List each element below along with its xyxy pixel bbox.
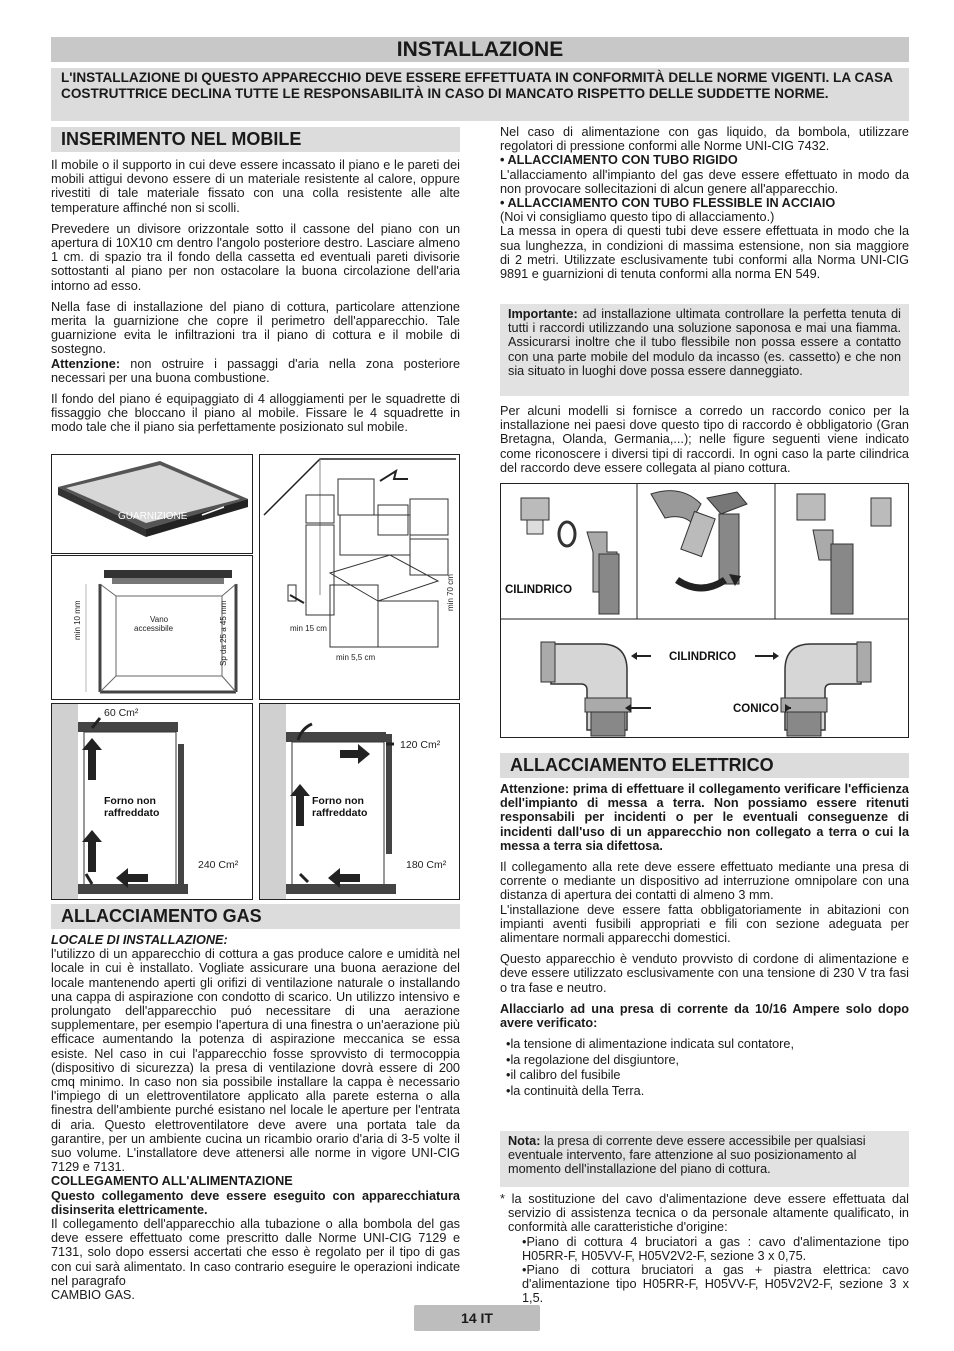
- raccordo-text: [500, 404, 909, 475]
- collegamento-end: CAMBIO GAS.: [51, 1288, 135, 1303]
- locale-text: l'utilizzo di un apparecchio di cottura a gas produce calore e umidità nel locale in cui è installato. Vogliate assicurare una buona aerazione del locale mantenendo aperti gli orifizi di ventilazione naturale o installando una cappa di aspirazione con condotto di scarico. Un utilizzo intensivo e prolungato dell'apparecchio puó necessitare di una aerazione supplementare, per esempio l'apertura di una finestra o un'aerazione più efficace aumentando la potenza di aspirazione meccanica se essa esiste. Nel caso in cui l'apparecchio fosse sprovvisto di termocoppia (dispositivo di sicurezza) la presa di ventilazione dovrà essere di 200 cmq minimo. In caso non sia possibile installare la cappa è necessario l'impiego di un elettroventilatore applicato alla parete esterna o alla finestra dell'ambiente purché esistano nel locale le aperture per l'entrata di aria. Questo elettroventilatore deve avere una portata tale da garantire, per un ambiente cucina un ricambio orario d'aria di 3-5 volte il suo volume. L'installatore deve attenersi alle norme in vigore UNI-CIG 7129 e 7131.: [51, 947, 460, 1175]
- paragraph: Il fondo del piano é equipaggiato di 4 alloggiamenti per le squadrette di fissaggio che bloccano il piano al mobile. Fissare le 4 squadrette in modo tale che il piano sia perfettamente posizionato sul mobile.: [51, 392, 460, 435]
- paragraph: Nella fase di installazione del piano di cottura, particolare attenzione merita la guarnizione che copre il perimetro dell'apparecchio. Tale guarnizione evita le infiltrazioni tra il piano di cottura e il mobile di sostegno.: [51, 299, 460, 357]
- rigido-text: L'allacciamento all'impianto del gas deve essere effettuato in modo da non provocare sollecitazioni di alcun genere all'apparecchio.: [500, 167, 909, 196]
- raffreddato-label-1: raffreddato: [104, 807, 160, 819]
- paragraph: Per alcuni modelli si fornisce a corredo un raccordo conico per la installazione nei paesi dove questo tipo di raccordo è obbligatorio (Gran Bretagna, Olanda, Germania,...); nelle figure seguenti viene indicato come riconoscere i diversi tipi di raccordi. In ogni caso la parte cilindrica del raccordo deve essere collegata al piano cottura.: [500, 404, 909, 475]
- flex-note: (Noi vi consigliamo questo tipo di allacciamento.): [500, 210, 775, 225]
- accessibile-label: accessibile: [134, 624, 174, 633]
- list-item: • la continuità della Terra.: [506, 1084, 909, 1100]
- attention-paragraph: Attenzione: prima di effettuare il collegamento verificare l'efficienza dell'impianto di messa a terra. Non possiamo essere ritenuti responsabili per incidenti o per le eventuali conseguenze di incidenti dall'uso di un apparecchio non collegato a terra o cui la messa a terra sia difettosa.: [500, 782, 909, 853]
- cm120-label: 120 Cm²: [400, 739, 441, 751]
- paragraph: [51, 357, 460, 385]
- list-item: • il calibro del fusibile: [506, 1068, 909, 1084]
- forno-label-1: Forno non: [104, 795, 156, 807]
- elettrico-text: [500, 782, 909, 1099]
- paragraph: Prevedere un divisore orizzontale sotto il cassone del piano con un apertura di 10X10 cm dentro l'angolo posteriore destro. Lasciare almeno 1 cm. di spazio tra il fondo della cassetta ed eventuali pareti divisorie sottostanti al piano per non ostacolare la buona circolazione dell'aria intorno ad esso.: [51, 221, 460, 293]
- cable-list: [522, 1235, 909, 1306]
- paragraph: Il collegamento alla rete deve essere effettuato mediante una presa di corrente o mediante un dispositivo ad interruzione omnipolare con una distanza di apertura dei contatti di almeno 3 mm.: [500, 860, 909, 903]
- locale-label: LOCALE DI INSTALLAZIONE:: [51, 933, 228, 947]
- cm240-label: 240 Cm²: [198, 859, 239, 871]
- raffreddato-label-2: raffreddato: [312, 807, 368, 819]
- figure-kitchen: [259, 454, 460, 700]
- flex-text: La messa in opera di questi tubi deve essere effettuata in modo che la sua lunghezza, in condizioni di massima estensione, non sia maggiore di 2 metri. Utilizzate esclusivamente tubi conformi alla Norma UNI-CIG 9891 e guarnizioni di tenuta conformi alla norma EN 549.: [500, 224, 909, 282]
- nota-text: la presa di corrente deve essere accessibile per qualsiasi eventuale intervento, fare attenzione al suo posizionamento al momento dell'installazione del piano di cottura.: [508, 1134, 866, 1177]
- list-item: • la tensione di alimentazione indicata sul contatore,: [506, 1037, 909, 1053]
- nota-box: [500, 1131, 909, 1187]
- paragraph: Il mobile o il supporto in cui deve essere incassato il piano e le pareti dei mobili attigui devono essere di un materiale resistente al calore, oppure rivestiti di tale materiale fissato con una colla resistente alle alte temperature affinché non si scolli.: [51, 158, 460, 215]
- cable-note: [500, 1192, 909, 1306]
- gas-text: [51, 933, 460, 1302]
- collegamento-label: COLLEGAMENTO ALL'ALIMENTAZIONE: [51, 1174, 293, 1189]
- paragraph: Allacciarlo ad una presa di corrente da 10/16 Ampere solo dopo avere verificato:: [500, 1001, 909, 1031]
- conico-label: CONICO: [733, 703, 779, 715]
- vano-label: Vano: [150, 615, 169, 624]
- min15-label: min 15 cm: [290, 624, 327, 633]
- paragraph: Questo apparecchio è venduto provvisto di cordone di alimentazione e deve essere utilizzato esclusivamente con una tensione di 230 V tra fasi o tra fase e neutro.: [500, 952, 909, 995]
- check-list: [506, 1037, 909, 1099]
- flex-label: • ALLACCIAMENTO CON TUBO FLESSIBLE IN ACCIAIO: [500, 196, 836, 211]
- figure-cabinet-section: [51, 555, 253, 700]
- list-item: • Piano di cottura bruciatori a gas + piastra elettrica: cavo d'alimentazione tipo H05RR-F, H05VV-F, H05V2V2-F, sezione 3 x 1,5.: [522, 1263, 909, 1306]
- attention-text: non ostruire i passaggi d'aria nella zona posteriore necessari per una buona combustione.: [51, 356, 460, 385]
- importante-text: ad installazione ultimata controllare la perfetta tenuta di tutti i raccordi utilizzando una soluzione saponosa e mai una fiamma. Assicurarsi inoltre che il tubo flessibile non possa essere a contatto con una parte mobile del modulo da incasso (es. cassetto) e che non sia situato in luoghi dove possa essere danneggiato.: [508, 307, 901, 378]
- section-heading-elettrico: ALLACCIAMENTO ELETTRICO: [500, 753, 909, 778]
- min55-label: min 5,5 cm: [336, 653, 376, 662]
- figure-ventilation-2: [259, 703, 460, 900]
- paragraph: Nel caso di alimentazione con gas liquido, da bombola, utilizzare regolatori di pressione conformi alle Norme UNI-CIG 7432.: [500, 125, 909, 154]
- rigido-label: • ALLACCIAMENTO CON TUBO RIGIDO: [500, 153, 738, 168]
- list-item: • Piano di cottura 4 bruciatori a gas : cavo d'alimentazione tipo H05RR-F, H05VV-F, H05V2V2-F, sezione 3 x 0,75.: [522, 1235, 909, 1263]
- section-heading-gas: ALLACCIAMENTO GAS: [51, 904, 460, 929]
- min10-label: min 10 mm: [73, 600, 82, 640]
- page-number: 14 IT: [414, 1305, 540, 1331]
- attention-label: Attenzione:: [51, 356, 121, 371]
- star-paragraph: * la sostituzione del cavo d'alimentazione deve essere effettuata dal servizio di assistenza tecnica o da personale altamente qualificato, in conformità alle caratteristiche d'origine:: [500, 1192, 909, 1235]
- figure-fittings: [500, 483, 909, 738]
- section-heading-mobile: INSERIMENTO NEL MOBILE: [51, 127, 460, 152]
- collegamento-text: Il collegamento dell'apparecchio alla tubazione o alla bombola del gas deve essere effettuato come prescritto dalle Norme UNI-CIG 7129 e 7131, solo dopo essersi accertati che esso è regolato per il tipo di gas con cui sarà alimentato. In caso contrario eseguire le operazioni indicate nel paragrafo: [51, 1217, 460, 1288]
- cm60-label: 60 Cm²: [104, 707, 139, 719]
- mobile-text: [51, 158, 460, 442]
- importante-label: Importante:: [508, 307, 578, 321]
- cm180-label: 180 Cm²: [406, 859, 447, 871]
- warning-box: L'INSTALLAZIONE DI QUESTO APPARECCHIO DEVE ESSERE EFFETTUATA IN CONFORMITÀ DELLE NORME VIGENTI. LA CASA COSTRUTTRICE DECLINA TUTTE LE RESPONSABILITÀ IN CASO DI MANCATO RISPETTO DELLE SUDDETTE NORME.: [51, 68, 909, 121]
- collegamento-bold: Questo collegamento deve essere eseguito con apparecchiatura disinserita elettricamente.: [51, 1188, 460, 1217]
- cilindrico-label-2: CILINDRICO: [669, 651, 737, 663]
- figure-gasket: [51, 454, 253, 554]
- importante-box: [500, 304, 909, 396]
- cilindrico-label-1: CILINDRICO: [505, 584, 573, 596]
- list-item: • la regolazione del disgiuntore,: [506, 1053, 909, 1069]
- guarnizione-label: GUARNIZIONE: [118, 511, 188, 522]
- figure-ventilation-1: [51, 703, 253, 900]
- paragraph: L'installazione deve essere fatta obbligatoriamente in abitazioni con impianti aventi fusibili appropriati e fili con sezione adeguata per alimentare normali apparecchi domestici.: [500, 902, 909, 946]
- nota-label: Nota:: [508, 1134, 541, 1148]
- sp-label: Sp da 25 a 45 mm: [219, 600, 228, 666]
- min70-label: min 70 cm: [446, 574, 455, 611]
- page-title: INSTALLAZIONE: [51, 37, 909, 62]
- forno-label-2: Forno non: [312, 795, 364, 807]
- right-top-text: [500, 125, 909, 281]
